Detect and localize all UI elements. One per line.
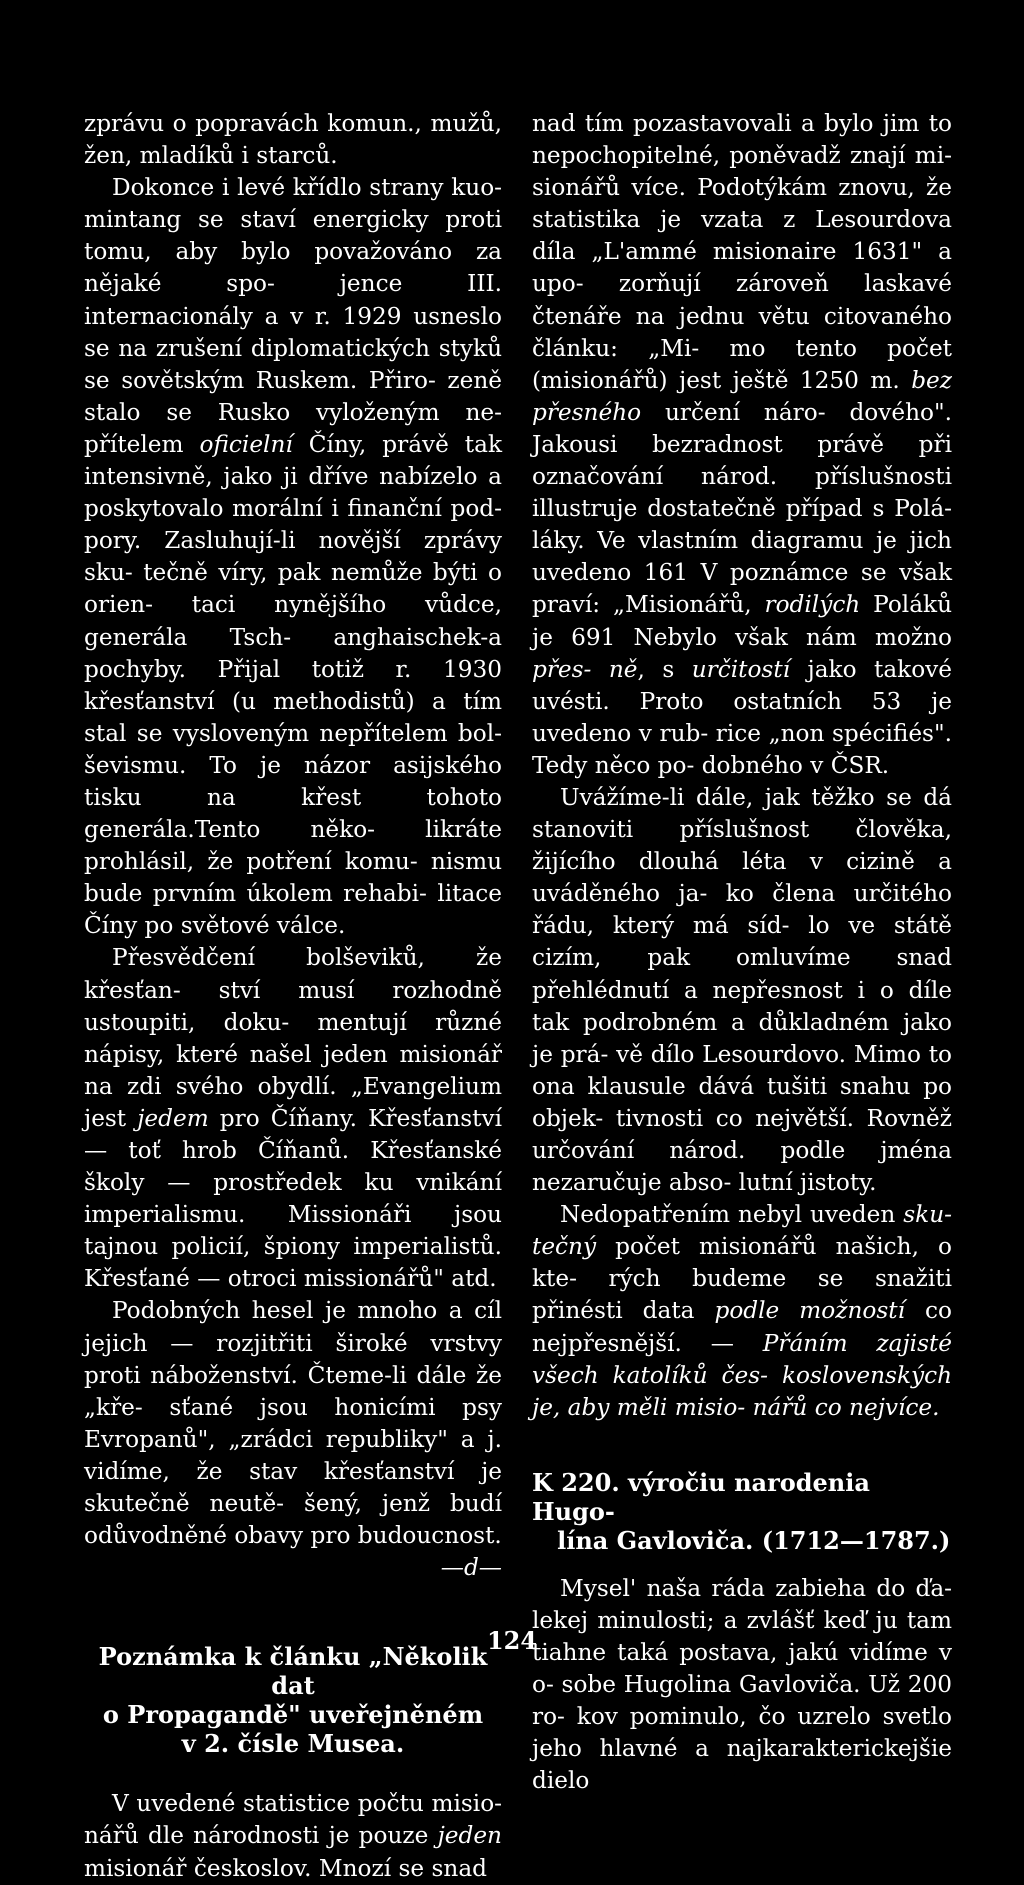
right-paragraph-3: Nedopatřením nebyl uveden sku- tečný počet misionářů našich, o kte- rých budeme se snažiti přinésti data podle možností co nejpřesnější. — Přáním zajisté všech katolíků čes- koslovenských je, aby měli misio- nářů co nejvíce. — [532, 1201, 953, 1421]
left-paragraph-2: Dokonce i levé křídlo strany kuo- mintang se staví energicky proti tomu, aby bylo považováno za nějaké spo- jence III. internacionály a v r. 1929 usneslo se na zrušení diplomatických styků se sovětským Ruskem. Přiro- zeně stalo se Rusko vyloženým ne- přítelem oficielní Číny, právě tak intensivně, jako ji dříve nabízelo a poskytovalo morální i finanční pod- pory. Zasluhují-li novější zprávy sku- tečně víry, pak nemůže býti o orien- taci nynějšího vůdce, generála Tsch- anghaischek-a pochyby. Přijal totiž r. 1930 křesťanství (u methodistů) a tím stal se vysloveným nepřítelem bol- ševismu. To je názor asijského tisku na křest tohoto generála.Tento něko- likráte prohlásil, že potření komu- nismu bude prvním úkolem rehabi- litace Číny po světové válce. — [84, 174, 503, 940]
left-column — [84, 108, 502, 1885]
page-number: 124 — [486, 1626, 538, 1655]
right-paragraph-1: nad tím pozastavovali a bylo jim to nepochopitelné, poněvadž znají mi- sionářů více. Podotýkám znovu, že statistika je vzata z Lesourdova díla „L'ammé misionaire 1631" a upo- zorňují zároveň laskavé čtenáře na jednu větu citovaného článku: „Mi- mo tento počet (misionářů) jest ještě 1250 m. bez přesného určení náro- dového". Jakousi bezradnost právě při označování národ. příslušnosti illustruje dostatečně případ s Polá- láky. Ve vlastním diagramu je jich uvedeno 161 V poznámce se však praví: „Misionářů, rodilých Poláků je 691 Nebylo však nám možno přes- ně, s určitostí jako takové uvésti. Proto ostatních 53 je uvedeno v rub- rice „non spécifiés". Tedy něco po- dobného v ČSR. — [532, 110, 953, 779]
left-paragraph-5: V uvedené statistice počtu misio- nářů dle národnosti je pouze jeden misionář českoslov. Mnozí se snad — [84, 1790, 502, 1882]
left-paragraph-4: Podobných hesel je mnoho a cíl jejich — rozjitřiti široké vrstvy proti náboženství. Čteme-li dále že „kře- sťané jsou honicími psy Evropanů", „zrádci republiky" a j. vidíme, že stav křesťanství je skutečně neutě- šený, jenž budí odůvodněné obavy pro budoucnost. — [84, 1297, 503, 1550]
left-paragraph-1: zprávu o popravách komun., mužů, žen, mladíků i starců. — [84, 110, 502, 170]
note-heading: Poznámka k článku „Několik dat o Propagandě" uveřejněném v 2. čísle Musea. — [98, 1642, 488, 1759]
left-paragraph-3: Přesvědčení bolševiků, že křesťan- ství musí rozhodně ustoupiti, doku- mentují různé nápisy, které našel jeden misionář na zdi svého obydlí. „Evangelium jest jedem pro Číňany. Křesťanství — toť hrob Číňanů. Křesťanské školy — prostředek ku vnikání imperialismu. Missionáři jsou tajnou policií, špiony imperialistů. Křesťané — otroci missionářů" atd. — [84, 944, 503, 1293]
right-paragraph-4: Mysel' naša ráda zabieha do ďa- lekej minulosti; a zvlášť keď ju tam tiahne taká postava, jakú vidíme v o- sobe Hugolina Gavloviča. Už 200 ro- kov pominulo, čo uzrelo svetlo jeho hlavné a najkarakterickejšie dielo — [532, 1574, 953, 1795]
right-paragraph-2: Uvážíme-li dále, jak těžko se dá stanoviti příslušnost člověka, žijícího dlouhá léta v cizině a uváděného ja- ko člena určitého řádu, který má síd- lo ve státě cizím, pak omluvíme snad přehlédnutí a nepřesnost i o díle tak podrobném a důkladném jako je prá- vě dílo Lesourdovo. Mimo to ona klausule dává tušiti snahu po objek- tivnosti co největší. Rovněž určování národ. podle jména nezaručuje abso- lutní jistoty. — [532, 783, 953, 1197]
anniversary-heading: K 220. výročiu narodenia Hugo- lína Gavloviča. (1712—1787.) — [532, 1467, 951, 1555]
right-column — [532, 108, 952, 1798]
article-signature: —d— — [440, 1554, 502, 1582]
